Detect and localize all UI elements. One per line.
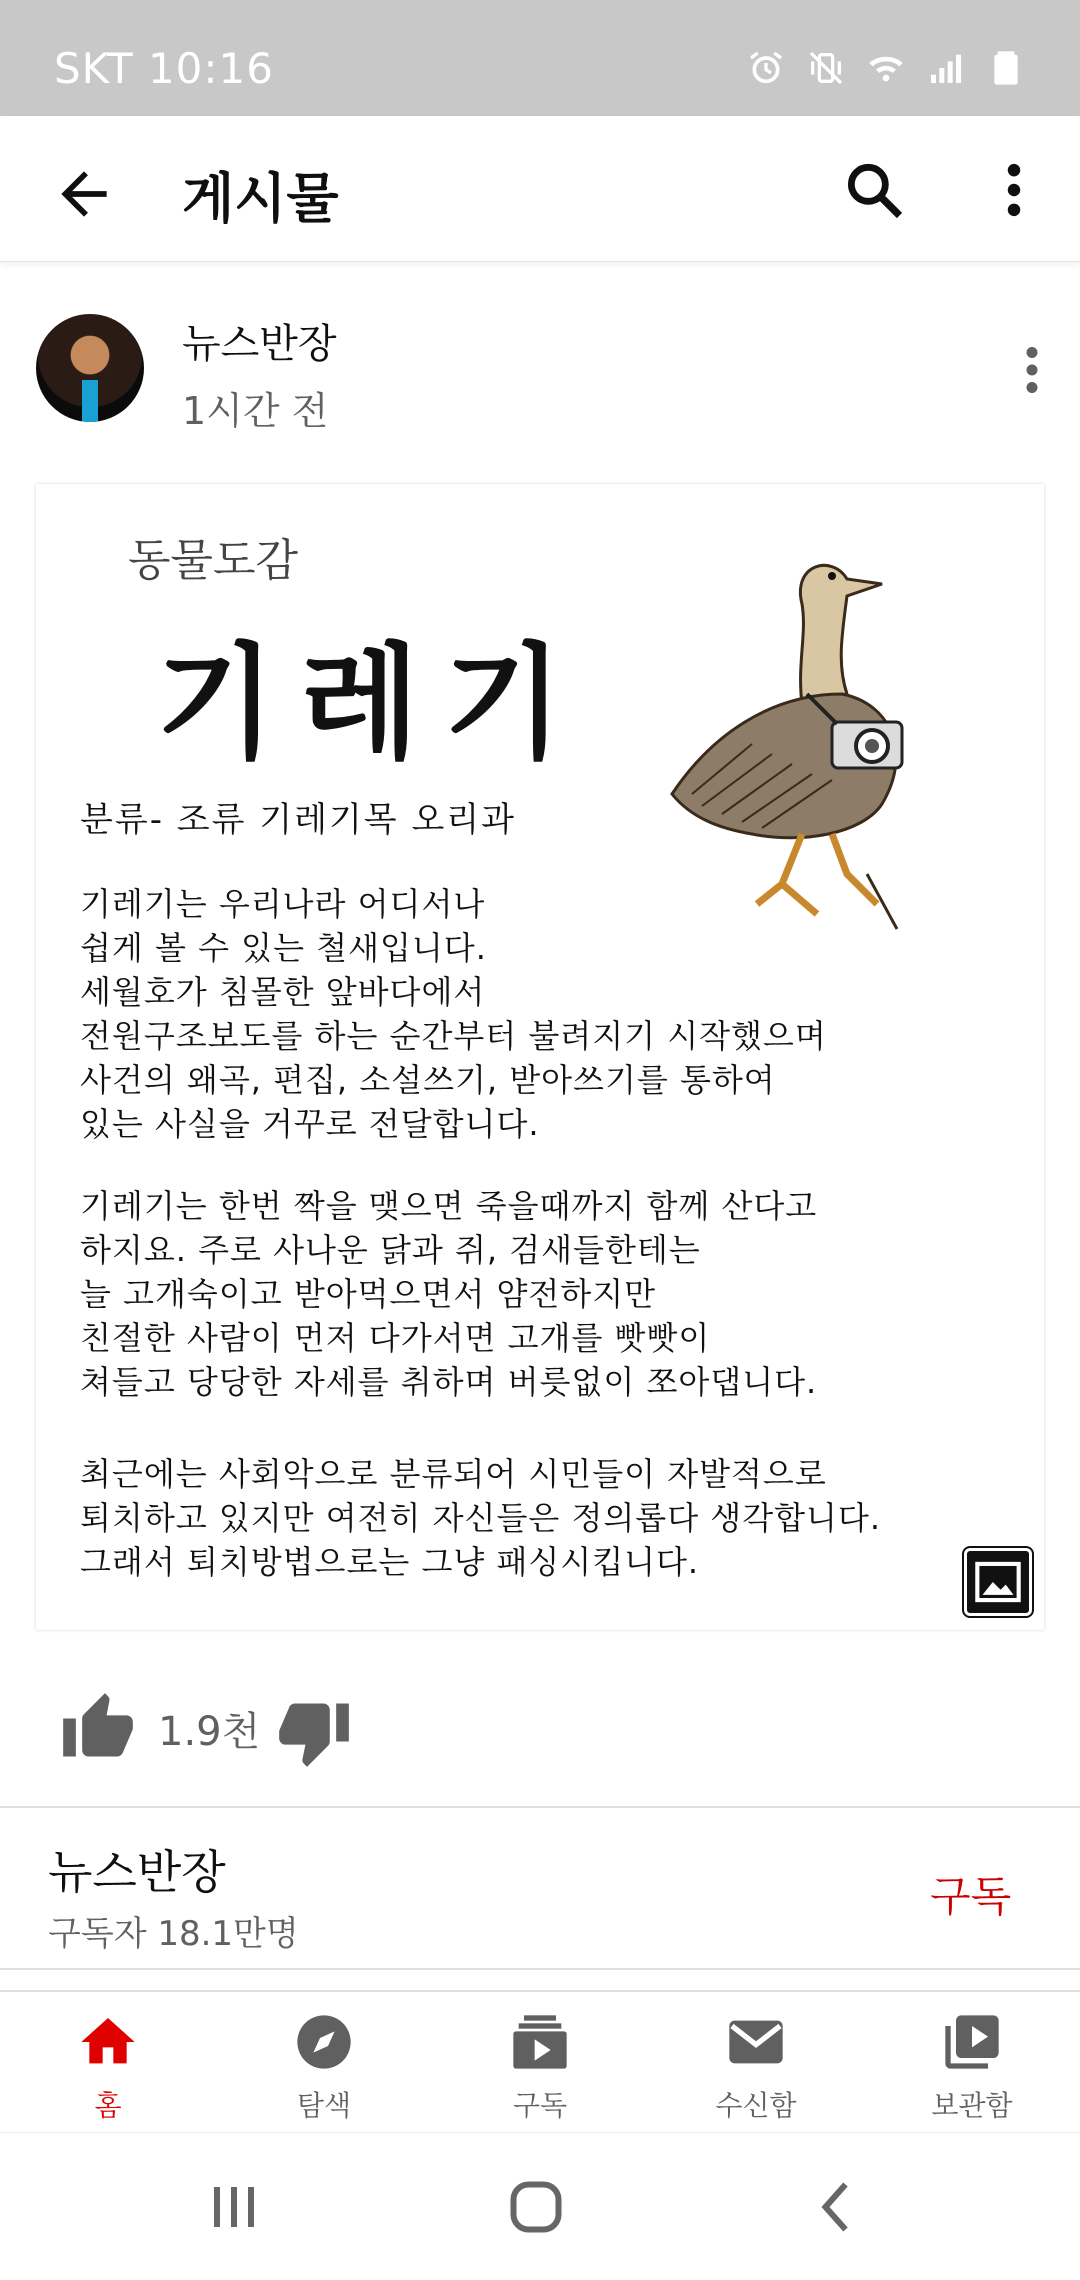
like-count: 1.9천: [158, 1709, 261, 1755]
nav-library[interactable]: [864, 1992, 1080, 2132]
signal-icon: [926, 48, 966, 88]
battery-icon: [986, 48, 1026, 88]
app-bar: [0, 116, 1080, 262]
image-paragraph-2: 기레기는 한번 짝을 맺으면 죽을때까지 함께 산다고 하지요. 주로 사나운 닭과 쥐, 검새들한테는 늘 고개숙이고 받아먹으면서 얌전하지만 친절한 사람이 먼저 다가서면 고개를 빳빳이 쳐들고 당당한 자세를 취하며 버릇없이 쪼아댑니다.: [80, 1187, 818, 1401]
carrier-time: SKT 10:16: [54, 44, 274, 93]
thumb-down-icon[interactable]: [276, 1694, 352, 1770]
nav-home[interactable]: [0, 1992, 216, 2132]
post-time: 1시간 전: [182, 389, 329, 433]
nav-explore[interactable]: [216, 1992, 432, 2132]
library-icon: [940, 2010, 1004, 2074]
image-paragraph-3: 최근에는 사회악으로 분류되어 시민들이 자발적으로 퇴치하고 있지만 여전히 자신들은 정의롭다 생각합니다. 그래서 퇴치방법으로는 그냥 패싱시킵니다.: [80, 1455, 882, 1581]
post-header: [0, 300, 1080, 440]
classification-text: 분류- 조류 기레기목 오리과: [80, 800, 516, 840]
nav-inbox-label: 수신함: [715, 2089, 797, 2122]
nav-explore-label: 탐색: [296, 2089, 352, 2122]
inbox-icon: [724, 2010, 788, 2074]
subscriptions-icon: [508, 2010, 572, 2074]
vibrate-mute-icon: [806, 48, 846, 88]
more-vert-icon[interactable]: [990, 156, 1038, 224]
post-image[interactable]: [36, 484, 1044, 1630]
search-icon[interactable]: [840, 156, 908, 224]
image-title: 기레기: [156, 631, 588, 776]
image-paragraph-1: 기레기는 우리나라 어디서나 쉽게 볼 수 있는 철새입니다. 세월호가 침몰한 앞바다에서 전원구조보도를 하는 순간부터 불려지기 시작했으며 사건의 왜곡, 편집, 소설쓰기, 받아쓰기를 통하여 있는 사실을 거꾸로 전달합니다.: [80, 885, 827, 1143]
divider: [0, 1968, 1080, 1970]
alarm-icon: [746, 48, 786, 88]
home-icon: [76, 2010, 140, 2074]
image-gallery-icon[interactable]: [964, 1548, 1032, 1616]
post-more-icon[interactable]: [1012, 340, 1052, 400]
nav-library-label: 보관함: [931, 2089, 1013, 2122]
status-bar: [0, 0, 1080, 116]
nav-inbox[interactable]: [648, 1992, 864, 2132]
channel-name[interactable]: 뉴스반장: [182, 321, 337, 367]
sub-channel-name[interactable]: 뉴스반장: [48, 1845, 226, 1899]
subscribe-button[interactable]: 구독: [930, 1872, 1012, 1921]
avatar[interactable]: [36, 314, 144, 422]
home-button-icon[interactable]: [506, 2177, 566, 2237]
nav-subscriptions[interactable]: [432, 1992, 648, 2132]
channel-subscribe-row: [0, 1806, 1080, 1966]
status-icons: [746, 48, 1026, 88]
back-button-icon[interactable]: [808, 2177, 868, 2237]
system-nav-bar: [0, 2132, 1080, 2280]
page-title: 게시물: [182, 167, 339, 230]
image-subtitle: 동물도감: [128, 535, 299, 586]
wifi-icon: [866, 48, 906, 88]
nav-subscriptions-label: 구독: [512, 2089, 568, 2122]
thumb-up-icon[interactable]: [60, 1690, 136, 1766]
back-arrow-icon[interactable]: [50, 160, 118, 228]
subscriber-count: 구독자 18.1만명: [48, 1914, 299, 1954]
nav-home-label: 홈: [94, 2089, 122, 2122]
bottom-nav: [0, 1990, 1080, 2132]
post-actions: [0, 1680, 1080, 1770]
recent-apps-icon[interactable]: [204, 2177, 264, 2237]
explore-icon: [292, 2010, 356, 2074]
